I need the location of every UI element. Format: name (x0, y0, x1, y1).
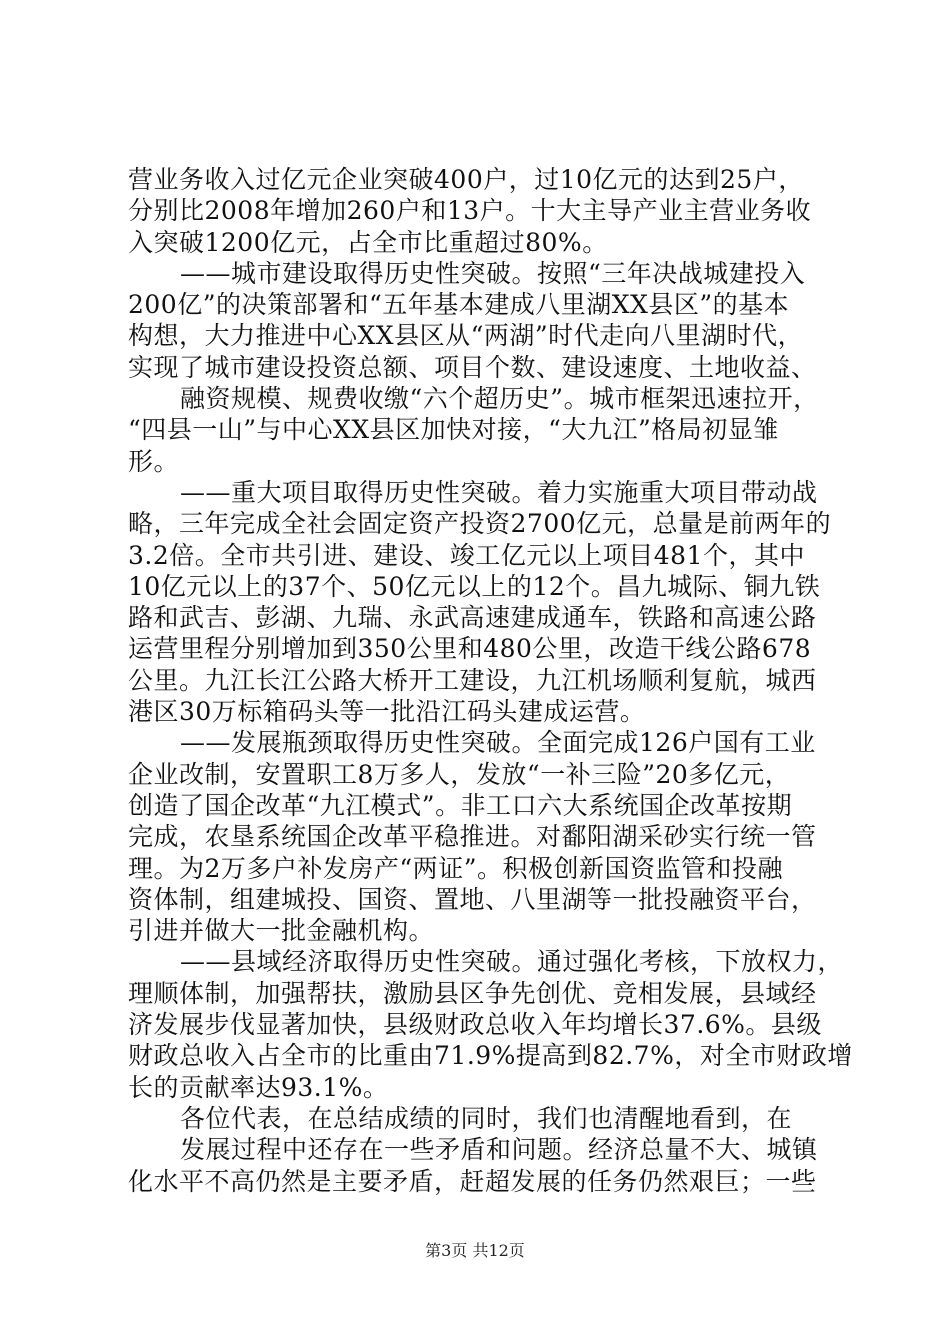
text-line: 200亿”的决策部署和“五年基本建成八里湖XX县区”的基本 (128, 290, 790, 320)
text-line: 实现了城市建设投资总额、项目个数、建设速度、土地收益、 (128, 352, 817, 382)
text-line: “四县一山”与中心XX县区加快对接，“大九江”格局初显雏 (128, 415, 779, 445)
text-line: 形。 (128, 446, 180, 476)
text-line: 略，三年完成全社会固定资产投资2700亿元，总量是前两年的 (128, 509, 832, 539)
text-line: 营业务收入过亿元企业突破400户，过10亿元的达到25户， (128, 165, 804, 194)
paragraph-start-line: 发展过程中还存在一些矛盾和问题。经济总量不大、城镇 (180, 1135, 818, 1165)
text-line: 理顺体制，加强帮扶，激励县区争先创优、竞相发展，县域经 (128, 978, 817, 1008)
text-line: 完成，农垦系统国企改革平稳推进。对鄱阳湖采砂实行统一管 (128, 822, 817, 852)
text-line: 引进并做大一批金融机构。 (128, 916, 435, 946)
text-line: 分别比2008年增加260户和13户。十大主导产业主营业务收 (128, 196, 812, 226)
paragraph-start-line: ——县域经济取得历史性突破。通过强化考核，下放权力， (180, 947, 844, 977)
paragraph-start-line: ——发展瓶颈取得历史性突破。全面完成126户国有工业 (180, 728, 816, 758)
document-body (128, 164, 853, 1197)
text-line: 入突破1200亿元，占全市比重超过80%。 (128, 227, 608, 257)
text-line: 3.2倍。全市共引进、建设、竣工亿元以上项目481个，其中 (128, 540, 805, 570)
text-line: 运营里程分别增加到350公里和480公里，改造干线公路678 (128, 634, 812, 664)
text-line: 创造了国企改革“九江模式”。非工口六大系统国企改革按期 (128, 790, 793, 820)
paragraph-start-line: ——城市建设取得历史性突破。按照“三年决战城建投入 (180, 258, 806, 288)
text-line: 化水平不高仍然是主要矛盾，赶超发展的任务仍然艰巨；一些 (128, 1166, 817, 1196)
text-line: 理。为2万多户补发房产“两证”。积极创新国资监管和投融 (128, 853, 783, 883)
text-line: 长的贡献率达93.1%。 (128, 1072, 389, 1102)
text-line: 构想，大力推进中心XX县区从“两湖”时代走向八里湖时代， (128, 321, 804, 351)
paragraph-start-line: 各位代表，在总结成绩的同时，我们也清醒地看到，在 (180, 1103, 793, 1133)
text-line: 公里。九江长江公路大桥开工建设，九江机场顺利复航，城西 (128, 665, 817, 695)
text-line: 财政总收入占全市的比重由71.9%提高到82.7%，对全市财政增 (128, 1041, 853, 1071)
text-line: 路和武吉、彭湖、九瑞、永武高速建成通车，铁路和高速公路 (128, 603, 817, 633)
paragraph-start-line: ——重大项目取得历史性突破。着力实施重大项目带动战 (180, 477, 818, 507)
text-line: 济发展步伐显著加快，县级财政总收入年均增长37.6%。县级 (128, 1010, 822, 1040)
paragraph-start-line: 融资规模、规费收缴“六个超历史”。城市框架迅速拉开， (180, 384, 819, 414)
page-number-footer: 第3页 共12页 (425, 1241, 525, 1260)
text-line: 资体制，组建城投、国资、置地、八里湖等一批投融资平台， (128, 884, 817, 914)
text-line: 10亿元以上的37个、50亿元以上的12个。昌九城际、铜九铁 (128, 571, 821, 601)
text-line: 港区30万标箱码头等一批沿江码头建成运营。 (128, 697, 646, 727)
text-line: 企业改制，安置职工8万多人，发放“一补三险”20多亿元， (128, 759, 791, 789)
